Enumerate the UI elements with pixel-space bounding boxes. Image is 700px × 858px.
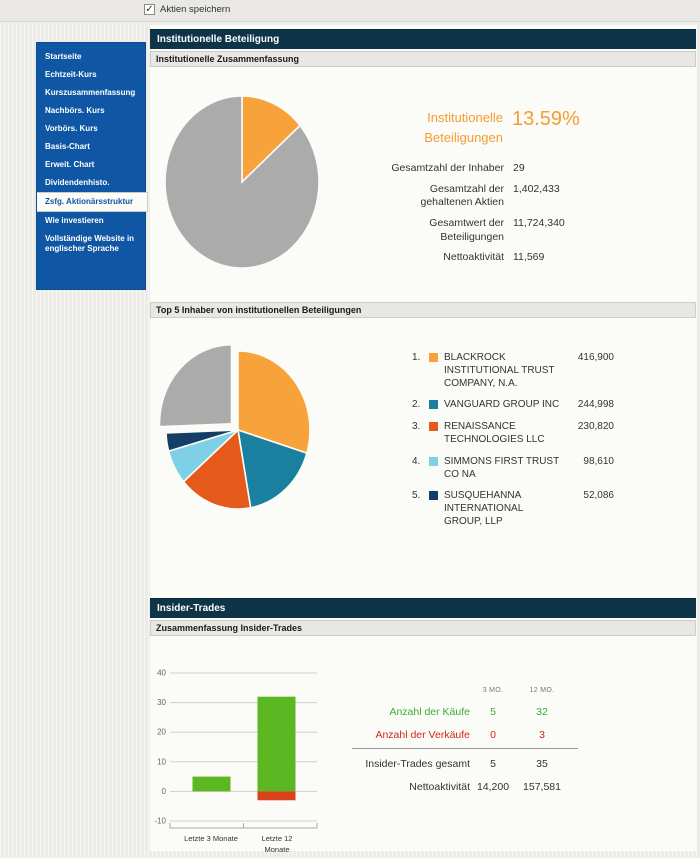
value-12mo: 35 bbox=[536, 757, 548, 770]
stat-label: Nettoaktivität bbox=[443, 251, 504, 264]
stat-value: 11,724,340 bbox=[513, 216, 565, 229]
stat-row bbox=[378, 162, 616, 176]
legend-swatch-icon bbox=[429, 491, 438, 500]
row-label: Anzahl der Käufe bbox=[389, 705, 470, 718]
col-header-12mo: 12 MO. bbox=[529, 686, 555, 694]
legend-swatch-icon bbox=[429, 422, 438, 431]
stat-value: 29 bbox=[513, 162, 525, 174]
holder-row bbox=[412, 399, 614, 412]
holder-name: BLACKROCK INSTITUTIONAL TRUST COMPANY, N.A. bbox=[444, 352, 555, 389]
svg-text:40: 40 bbox=[157, 668, 166, 678]
sidebar-item-wie-investieren[interactable]: Wie investieren bbox=[45, 216, 104, 225]
institutional-ownership-pie-chart bbox=[158, 88, 330, 280]
svg-text:10: 10 bbox=[157, 757, 166, 767]
stat-row bbox=[378, 251, 616, 265]
institutional-percent-value: 13.59% bbox=[512, 108, 580, 130]
section-header-insider-trades: Insider-Trades bbox=[150, 598, 696, 618]
legend-swatch-icon bbox=[429, 353, 438, 362]
svg-text:-10: -10 bbox=[154, 816, 166, 826]
value-3mo: 14,200 bbox=[476, 780, 510, 793]
holder-name: VANGUARD GROUP INC bbox=[444, 399, 560, 411]
stat-row bbox=[378, 217, 616, 244]
svg-text:0: 0 bbox=[161, 786, 166, 796]
sidebar-nav bbox=[37, 43, 145, 289]
insider-row-sells bbox=[352, 723, 578, 746]
holder-rank: 1. bbox=[412, 352, 421, 363]
stat-label: Gesamtzahl der gehaltenen Aktien bbox=[420, 182, 504, 209]
holder-shares: 244,998 bbox=[577, 399, 614, 411]
holder-rank: 2. bbox=[412, 399, 421, 411]
bar-category-label: Letzte 12 Monate bbox=[261, 834, 293, 854]
sidebar-item-nachboers-kurs[interactable]: Nachbörs. Kurs bbox=[45, 106, 105, 115]
value-3mo: 0 bbox=[490, 728, 496, 741]
institutional-percent-label: Institutionelle Beteiligungen bbox=[424, 110, 503, 145]
row-label: Nettoaktivität bbox=[409, 780, 470, 793]
sidebar-item-basis-chart[interactable]: Basis-Chart bbox=[45, 142, 90, 151]
holder-name: RENAISSANCE TECHNOLOGIES LLC bbox=[444, 421, 545, 445]
insider-row-net-activity bbox=[352, 775, 578, 798]
legend-swatch-icon bbox=[429, 400, 438, 409]
subsection-top5-holders: Top 5 Inhaber von institutionellen Beteiligungen bbox=[150, 302, 696, 318]
sidebar-item-dividendenhisto[interactable]: Dividendenhisto. bbox=[45, 178, 110, 187]
holder-row bbox=[412, 352, 614, 390]
row-label: Anzahl der Verkäufe bbox=[375, 728, 470, 741]
col-header-3mo: 3 MO. bbox=[482, 686, 504, 694]
value-12mo: 32 bbox=[536, 705, 548, 718]
top5-holders-list bbox=[412, 352, 614, 538]
stat-value: 1,402,433 bbox=[513, 182, 560, 195]
section-header-institutional: Institutionelle Beteiligung bbox=[150, 29, 696, 49]
sidebar-item-vorboers-kurs[interactable]: Vorbörs. Kurs bbox=[45, 124, 98, 133]
sidebar-item-aktionaersstruktur-selected[interactable]: Zsfg. Aktionärsstruktur bbox=[37, 192, 148, 212]
svg-text:20: 20 bbox=[157, 727, 166, 737]
institutional-percent-block bbox=[385, 108, 613, 147]
sidebar-item-kurszusammenfassung[interactable]: Kurszusammenfassung bbox=[45, 88, 136, 97]
holder-rank: 4. bbox=[412, 455, 421, 467]
insider-trades-bar-chart bbox=[148, 662, 350, 832]
stat-label: Gesamtzahl der Inhaber bbox=[391, 162, 504, 174]
holder-shares: 230,820 bbox=[577, 421, 614, 433]
value-3mo: 5 bbox=[490, 705, 496, 718]
subsection-insider-summary: Zusammenfassung Insider-Trades bbox=[150, 620, 696, 636]
row-label: Insider-Trades gesamt bbox=[365, 757, 470, 770]
legend-swatch-icon bbox=[429, 457, 438, 466]
holder-shares: 52,086 bbox=[583, 490, 614, 502]
top-bar bbox=[0, 0, 700, 22]
stat-row bbox=[378, 183, 616, 210]
bar-category-label: Letzte 3 Monate bbox=[184, 834, 238, 843]
insider-table-header bbox=[352, 680, 578, 700]
svg-text:30: 30 bbox=[157, 698, 166, 708]
holder-rank: 3. bbox=[412, 421, 421, 433]
insider-row-total bbox=[352, 752, 578, 775]
sidebar-item-erweit-chart[interactable]: Erweit. Chart bbox=[45, 160, 95, 169]
holder-name: SIMMONS FIRST TRUST CO NA bbox=[444, 455, 560, 480]
sidebar-item-english-website[interactable]: Vollständige Website in englischer Sprache bbox=[45, 234, 135, 253]
holder-row bbox=[412, 456, 614, 482]
holder-row bbox=[412, 490, 614, 528]
checkbox-checked-icon[interactable]: ✓ bbox=[145, 4, 154, 15]
holder-row bbox=[412, 421, 614, 447]
holder-rank: 5. bbox=[412, 490, 421, 502]
value-12mo: 3 bbox=[539, 728, 545, 741]
table-divider bbox=[352, 748, 578, 749]
save-shares-label: Aktien speichern bbox=[160, 4, 231, 15]
value-12mo: 157,581 bbox=[523, 780, 561, 793]
save-shares-control bbox=[144, 4, 230, 15]
value-3mo: 5 bbox=[490, 757, 496, 770]
sidebar-item-echtzeit-kurs[interactable]: Echtzeit-Kurs bbox=[45, 70, 97, 79]
insider-row-buys bbox=[352, 700, 578, 723]
stat-label: Gesamtwert der Beteiligungen bbox=[429, 216, 504, 243]
holder-shares: 416,900 bbox=[577, 352, 614, 363]
insider-trades-table bbox=[352, 680, 578, 798]
institutional-stats bbox=[378, 162, 616, 272]
holder-name: SUSQUEHANNA INTERNATIONAL GROUP, LLP bbox=[444, 490, 523, 527]
top5-holders-pie-chart bbox=[152, 330, 340, 538]
subsection-institutional-summary: Institutionelle Zusammenfassung bbox=[150, 51, 696, 67]
sidebar-item-startseite[interactable]: Startseite bbox=[45, 52, 82, 61]
stat-value: 11,569 bbox=[513, 251, 545, 264]
holder-shares: 98,610 bbox=[583, 455, 614, 467]
